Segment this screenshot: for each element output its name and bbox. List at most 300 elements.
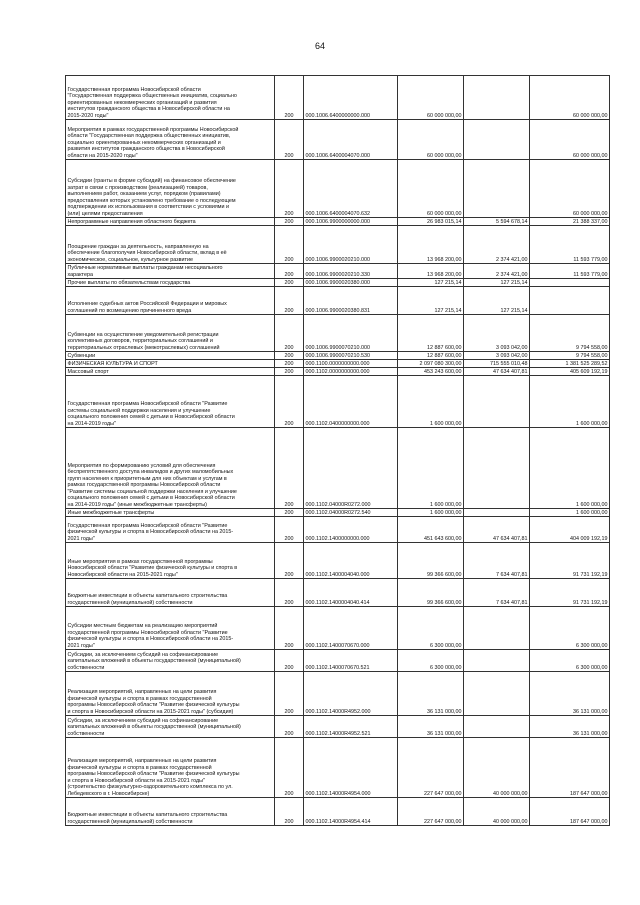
row-amount-change-cell — [464, 716, 530, 738]
row-amount-result-cell — [530, 368, 610, 376]
row-kbk-cell — [304, 360, 398, 368]
row-grbs-cell-text: 200 — [284, 279, 294, 286]
row-name-cell — [66, 360, 275, 368]
row-amount-total-cell — [398, 543, 464, 579]
table-row — [66, 672, 610, 716]
row-grbs-cell — [275, 716, 304, 738]
row-name-cell-text: Мероприятия в рамках государственной программы Новосибирской области "Государственная поддержка общественных инициатив, социально ориентированных некоммерческих организаций и развития институтов гражданского общества в Новосибирской области на 2015-2020 годы" — [67, 126, 239, 159]
row-amount-total-cell — [398, 517, 464, 543]
row-name-cell-text: Публичные нормативные выплаты гражданам несоциального характера — [67, 265, 223, 278]
row-amount-result-cell-text: 187 647 000,00 — [570, 818, 608, 825]
row-kbk-cell — [304, 716, 398, 738]
row-amount-total-cell-text: 13 968 200,00 — [427, 271, 462, 278]
row-kbk-cell — [304, 607, 398, 650]
row-kbk-cell-text: 000.1100.0000000000.000 — [305, 360, 370, 367]
row-amount-result-cell-text: 60 000 000,00 — [573, 152, 608, 159]
row-amount-change-cell — [464, 509, 530, 517]
row-name-cell — [66, 352, 275, 360]
row-grbs-cell-text: 200 — [284, 535, 294, 542]
row-amount-result-cell — [530, 76, 610, 120]
table-row — [66, 716, 610, 738]
row-amount-change-cell-text: 127 215,14 — [500, 279, 528, 286]
row-amount-total-cell-text: 227 647 000,00 — [424, 818, 462, 825]
row-kbk-cell-text: 000.1102.0000000000.000 — [305, 368, 370, 375]
row-amount-total-cell — [398, 264, 464, 279]
table-row — [66, 120, 610, 160]
row-amount-result-cell-text: 9 794 558,00 — [576, 352, 608, 359]
row-amount-result-cell — [530, 218, 610, 226]
row-amount-result-cell — [530, 360, 610, 368]
row-name-cell-text: Государственная программа Новосибирской области "Развитие системы социальной поддержки населения и улучшение социального положения семей с детьми в Новосибирской области на 2014-2019 годы" — [67, 401, 235, 427]
row-kbk-cell-text: 000.1006.9900070210.530 — [305, 352, 370, 359]
table-row — [66, 517, 610, 543]
row-amount-result-cell-text: 1 600 000,00 — [576, 501, 608, 508]
row-grbs-cell — [275, 287, 304, 315]
row-kbk-cell-text: 000.1006.9900070210.000 — [305, 344, 370, 351]
row-amount-total-cell — [398, 509, 464, 517]
row-amount-total-cell-text: 60 000 000,00 — [427, 112, 462, 119]
row-amount-result-cell-text: 60 000 000,00 — [573, 210, 608, 217]
row-amount-result-cell-text: 6 300 000,00 — [576, 664, 608, 671]
row-grbs-cell-text: 200 — [284, 818, 294, 825]
row-grbs-cell-text: 200 — [284, 152, 294, 159]
row-amount-result-cell — [530, 428, 610, 509]
row-amount-total-cell-text: 6 300 000,00 — [430, 664, 462, 671]
row-grbs-cell — [275, 279, 304, 287]
row-amount-result-cell — [530, 607, 610, 650]
row-kbk-cell — [304, 279, 398, 287]
row-kbk-cell-text: 000.1006.9900020210.000 — [305, 256, 370, 263]
row-amount-change-cell — [464, 226, 530, 264]
row-amount-total-cell — [398, 716, 464, 738]
row-name-cell — [66, 160, 275, 218]
row-name-cell — [66, 543, 275, 579]
row-grbs-cell — [275, 226, 304, 264]
row-name-cell — [66, 607, 275, 650]
row-amount-total-cell-text: 12 887 600,00 — [427, 344, 462, 351]
row-grbs-cell — [275, 315, 304, 352]
row-name-cell — [66, 509, 275, 517]
row-amount-change-cell — [464, 315, 530, 352]
row-grbs-cell — [275, 509, 304, 517]
row-amount-result-cell — [530, 315, 610, 352]
row-name-cell — [66, 672, 275, 716]
row-kbk-cell-text: 000.1102.0400000000.000 — [305, 420, 370, 427]
row-kbk-cell — [304, 218, 398, 226]
row-amount-total-cell — [398, 368, 464, 376]
row-kbk-cell-text: 000.1102.04000R0272.540 — [305, 509, 371, 516]
row-amount-change-cell-text: 40 000 000,00 — [493, 790, 528, 797]
row-name-cell — [66, 716, 275, 738]
row-kbk-cell-text: 000.1102.1400004040.000 — [305, 571, 370, 578]
row-amount-result-cell — [530, 376, 610, 428]
row-name-cell-text: Реализация мероприятий, направленных на цели развития физической культуры и спорта в рамках государственной программы Новосибирской области "Развитие физической культуры и спорта в Новосибирской области на 2015-2021 годы" (строительство физкультурно-оздоровительного комплекса по ул. Лебедевского в г. Новосибирске) — [67, 758, 240, 797]
row-amount-total-cell-text: 1 600 000,00 — [430, 420, 462, 427]
row-amount-change-cell-text: 3 093 042,00 — [496, 352, 528, 359]
row-amount-result-cell-text: 91 731 192,19 — [573, 571, 608, 578]
row-grbs-cell-text: 200 — [284, 420, 294, 427]
table-row — [66, 650, 610, 672]
row-amount-change-cell — [464, 264, 530, 279]
row-kbk-cell — [304, 315, 398, 352]
row-amount-result-cell — [530, 738, 610, 798]
row-amount-total-cell-text: 99 366 600,00 — [427, 599, 462, 606]
row-amount-total-cell — [398, 218, 464, 226]
row-amount-result-cell — [530, 226, 610, 264]
row-name-cell — [66, 315, 275, 352]
row-amount-result-cell-text: 187 647 000,00 — [570, 790, 608, 797]
row-amount-result-cell-text: 91 731 192,19 — [573, 599, 608, 606]
row-name-cell-text: Субсидии (гранты в форме субсидий) на финансовое обеспечение затрат в связи с производством (реализацией) товаров, выполнением работ, оказанием услуг, порядком (правилами) предоставления которых установлено требование о последующем подтверждении их использования в соответствии с условиями и (или) целями предоставления — [67, 178, 236, 217]
row-grbs-cell-text: 200 — [284, 509, 294, 516]
row-amount-total-cell-text: 36 131 000,00 — [427, 708, 462, 715]
row-kbk-cell — [304, 543, 398, 579]
row-name-cell — [66, 264, 275, 279]
row-amount-total-cell-text: 2 097 080 300,00 — [419, 360, 462, 367]
row-kbk-cell — [304, 738, 398, 798]
row-amount-result-cell — [530, 672, 610, 716]
row-name-cell — [66, 738, 275, 798]
row-kbk-cell-text: 000.1102.04000R0272.000 — [305, 501, 371, 508]
row-amount-total-cell-text: 36 131 000,00 — [427, 730, 462, 737]
row-amount-result-cell — [530, 579, 610, 607]
row-amount-total-cell-text: 13 968 200,00 — [427, 256, 462, 263]
row-kbk-cell — [304, 517, 398, 543]
row-name-cell-text: Бюджетные инвестиции в объекты капитального строительства государственной (муниципальной) собственности — [67, 593, 228, 606]
row-kbk-cell-text: 000.1006.9900020380.831 — [305, 307, 370, 314]
row-kbk-cell-text: 000.1102.14000R4952.521 — [305, 730, 371, 737]
table-row — [66, 160, 610, 218]
row-amount-change-cell — [464, 287, 530, 315]
row-amount-result-cell — [530, 352, 610, 360]
row-amount-total-cell — [398, 315, 464, 352]
row-name-cell-text: Государственная программа Новосибирской области "Государственная поддержка общественных инициатив, социально ориентированных некоммерческих организаций и развития институтов гражданского общества в Новосибирской области на 2015-2020 годы" — [67, 86, 237, 119]
page-number: 64 — [314, 41, 325, 51]
row-grbs-cell — [275, 360, 304, 368]
row-grbs-cell — [275, 376, 304, 428]
row-amount-change-cell — [464, 376, 530, 428]
row-amount-total-cell — [398, 360, 464, 368]
row-amount-total-cell — [398, 226, 464, 264]
row-name-cell — [66, 76, 275, 120]
row-kbk-cell-text: 000.1102.14000R4954.414 — [305, 818, 371, 825]
row-amount-change-cell-text: 2 374 421,00 — [496, 271, 528, 278]
table-row — [66, 798, 610, 826]
row-amount-total-cell-text: 451 643 600,00 — [424, 535, 462, 542]
row-grbs-cell-text: 200 — [284, 360, 294, 367]
row-kbk-cell — [304, 120, 398, 160]
row-amount-change-cell — [464, 650, 530, 672]
row-amount-change-cell — [464, 579, 530, 607]
row-amount-result-cell — [530, 264, 610, 279]
row-amount-change-cell-text: 127 215,14 — [500, 307, 528, 314]
row-amount-total-cell — [398, 376, 464, 428]
row-name-cell — [66, 226, 275, 264]
row-name-cell-text: Непрограммные направления областного бюджета — [67, 218, 196, 225]
row-amount-total-cell — [398, 279, 464, 287]
row-amount-total-cell-text: 1 600 000,00 — [430, 509, 462, 516]
row-kbk-cell-text: 000.1006.6400004070.000 — [305, 152, 370, 159]
row-name-cell — [66, 517, 275, 543]
row-kbk-cell-text: 000.1006.9900020380.000 — [305, 279, 370, 286]
row-amount-result-cell-text: 1 381 525 289,52 — [565, 360, 608, 367]
row-kbk-cell-text: 000.1102.1400000000.000 — [305, 535, 370, 542]
row-name-cell-text: Мероприятия по формированию условий для обеспечения беспрепятственного доступа инвалидов и других маломобильных групп населения к приоритетным для них объектам и услугам в рамках государственной программы Новосибирской области "Развитие системы социальной поддержки населения и улучшение социального положения семей с детьми в Новосибирской области на 2014-2019 годы" (иные межбюджетные трансферты) — [67, 462, 237, 508]
row-grbs-cell-text: 200 — [284, 599, 294, 606]
row-name-cell-text: Иные мероприятия в рамках государственной программы Новосибирской области "Развитие физической культуры и спорта в Новосибирской области на 2015-2021 годы" — [67, 558, 238, 578]
table-row — [66, 352, 610, 360]
row-grbs-cell-text: 200 — [284, 790, 294, 797]
row-amount-total-cell — [398, 607, 464, 650]
row-grbs-cell — [275, 672, 304, 716]
row-amount-change-cell — [464, 76, 530, 120]
row-kbk-cell — [304, 672, 398, 716]
row-amount-change-cell — [464, 218, 530, 226]
budget-table-body — [66, 76, 610, 826]
row-name-cell-text: Субвенции — [67, 352, 96, 359]
table-row — [66, 226, 610, 264]
row-kbk-cell-text: 000.1102.14000R4952.000 — [305, 708, 371, 715]
row-name-cell-text: Бюджетные инвестиции в объекты капитального строительства государственной (муниципальной) собственности — [67, 812, 228, 825]
row-amount-result-cell-text: 9 794 558,00 — [576, 344, 608, 351]
row-amount-result-cell-text: 36 131 000,00 — [573, 730, 608, 737]
row-grbs-cell-text: 200 — [284, 271, 294, 278]
row-amount-total-cell-text: 99 366 600,00 — [427, 571, 462, 578]
row-amount-total-cell-text: 26 983 015,14 — [427, 218, 462, 225]
row-amount-change-cell-text: 715 555 010,48 — [490, 360, 528, 367]
table-row — [66, 607, 610, 650]
row-grbs-cell — [275, 428, 304, 509]
table-row — [66, 428, 610, 509]
row-amount-change-cell — [464, 738, 530, 798]
table-row — [66, 279, 610, 287]
row-grbs-cell-text: 200 — [284, 571, 294, 578]
row-grbs-cell-text: 200 — [284, 256, 294, 263]
row-amount-total-cell-text: 127 215,14 — [434, 279, 462, 286]
row-amount-total-cell-text: 6 300 000,00 — [430, 642, 462, 649]
row-amount-change-cell-text: 47 634 407,81 — [493, 535, 528, 542]
row-grbs-cell — [275, 607, 304, 650]
row-kbk-cell-text: 000.1102.1400070670.000 — [305, 642, 370, 649]
table-row — [66, 509, 610, 517]
row-amount-change-cell — [464, 160, 530, 218]
table-row — [66, 264, 610, 279]
row-kbk-cell-text: 000.1006.6400000000.000 — [305, 112, 370, 119]
row-amount-total-cell — [398, 738, 464, 798]
row-amount-result-cell-text: 11 593 779,00 — [573, 256, 608, 263]
row-kbk-cell — [304, 76, 398, 120]
row-grbs-cell-text: 200 — [284, 368, 294, 375]
row-name-cell-text: Государственная программа Новосибирской области "Развитие физической культуры и спорта в Новосибирской области на 2015- 2021 годы" — [67, 522, 234, 542]
row-amount-change-cell — [464, 798, 530, 826]
row-amount-result-cell — [530, 650, 610, 672]
row-grbs-cell-text: 200 — [284, 344, 294, 351]
row-kbk-cell — [304, 798, 398, 826]
row-amount-result-cell — [530, 517, 610, 543]
row-grbs-cell-text: 200 — [284, 642, 294, 649]
row-grbs-cell-text: 200 — [284, 730, 294, 737]
row-name-cell-text: ФИЗИЧЕСКАЯ КУЛЬТУРА И СПОРТ — [67, 360, 158, 367]
row-amount-total-cell — [398, 120, 464, 160]
row-name-cell-text: Субсидии местным бюджетам на реализацию мероприятий государственной программы Новосибирской области "Развитие физической культуры и спорта в Новосибирской области на 2015- 2021 годы" — [67, 623, 234, 649]
row-amount-change-cell — [464, 120, 530, 160]
budget-table — [65, 75, 610, 826]
row-amount-result-cell-text: 404 009 192,19 — [570, 535, 608, 542]
row-amount-change-cell-text: 2 374 421,00 — [496, 256, 528, 263]
row-name-cell — [66, 579, 275, 607]
row-grbs-cell — [275, 264, 304, 279]
row-name-cell — [66, 120, 275, 160]
row-amount-result-cell-text: 21 388 337,00 — [573, 218, 608, 225]
table-row — [66, 368, 610, 376]
row-amount-total-cell — [398, 76, 464, 120]
row-amount-change-cell — [464, 428, 530, 509]
row-amount-total-cell-text: 1 600 000,00 — [430, 501, 462, 508]
row-amount-total-cell — [398, 672, 464, 716]
row-amount-result-cell — [530, 160, 610, 218]
row-kbk-cell — [304, 352, 398, 360]
row-kbk-cell — [304, 287, 398, 315]
row-amount-result-cell — [530, 279, 610, 287]
row-grbs-cell-text: 200 — [284, 307, 294, 314]
row-grbs-cell-text: 200 — [284, 112, 294, 119]
row-amount-total-cell-text: 227 647 000,00 — [424, 790, 462, 797]
row-grbs-cell-text: 200 — [284, 352, 294, 359]
row-amount-total-cell-text: 60 000 000,00 — [427, 152, 462, 159]
row-amount-result-cell-text: 6 300 000,00 — [576, 642, 608, 649]
row-grbs-cell — [275, 76, 304, 120]
row-amount-change-cell-text: 7 634 407,81 — [496, 571, 528, 578]
row-grbs-cell-text: 200 — [284, 664, 294, 671]
row-name-cell — [66, 287, 275, 315]
table-row — [66, 738, 610, 798]
row-name-cell-text: Массовый спорт — [67, 368, 109, 375]
row-amount-change-cell-text: 47 634 407,81 — [493, 368, 528, 375]
row-name-cell-text: Иные межбюджетные трансферты — [67, 509, 155, 516]
table-row — [66, 360, 610, 368]
row-grbs-cell-text: 200 — [284, 218, 294, 225]
row-amount-change-cell-text: 7 634 407,81 — [496, 599, 528, 606]
row-kbk-cell — [304, 376, 398, 428]
row-amount-result-cell — [530, 716, 610, 738]
row-grbs-cell — [275, 650, 304, 672]
row-amount-total-cell — [398, 352, 464, 360]
row-amount-change-cell — [464, 607, 530, 650]
row-kbk-cell-text: 000.1102.1400004040.414 — [305, 599, 370, 606]
row-grbs-cell-text: 200 — [284, 210, 294, 217]
row-name-cell-text: Субсидии, за исключением субсидий на софинансирование капитальных вложений в объекты государственной (муниципальной) собственности — [67, 717, 241, 737]
row-amount-result-cell — [530, 543, 610, 579]
row-amount-result-cell-text: 11 593 779,00 — [573, 271, 608, 278]
row-name-cell — [66, 428, 275, 509]
table-row — [66, 315, 610, 352]
row-amount-change-cell — [464, 279, 530, 287]
table-row — [66, 579, 610, 607]
row-amount-result-cell — [530, 120, 610, 160]
row-amount-result-cell — [530, 287, 610, 315]
row-amount-change-cell — [464, 543, 530, 579]
row-amount-total-cell-text: 12 887 600,00 — [427, 352, 462, 359]
row-name-cell-text: Субсидии, за исключением субсидий на софинансирование капитальных вложений в объекты государственной (муниципальной) собственности — [67, 651, 241, 671]
row-amount-change-cell — [464, 352, 530, 360]
row-grbs-cell — [275, 120, 304, 160]
row-grbs-cell — [275, 160, 304, 218]
row-kbk-cell-text: 000.1102.14000R4954.000 — [305, 790, 371, 797]
row-amount-result-cell-text: 36 131 000,00 — [573, 708, 608, 715]
row-kbk-cell — [304, 264, 398, 279]
row-amount-change-cell — [464, 672, 530, 716]
row-name-cell — [66, 218, 275, 226]
row-name-cell-text: Поощрение граждан за деятельность, направленную на обеспечение благополучия Новосибирской области, вклад в её экономическое, социальное, культурное развитие — [67, 243, 227, 263]
row-grbs-cell — [275, 579, 304, 607]
row-kbk-cell-text: 000.1006.9900020210.330 — [305, 271, 370, 278]
row-kbk-cell-text: 000.1102.1400070670.521 — [305, 664, 370, 671]
row-kbk-cell — [304, 160, 398, 218]
row-name-cell-text: Исполнение судебных актов Российской Федерации и мировых соглашений по возмещению причиненного вреда — [67, 301, 227, 314]
row-name-cell — [66, 279, 275, 287]
row-amount-change-cell-text: 40 000 000,00 — [493, 818, 528, 825]
row-name-cell-text: Субвенции на осуществление уведомительной регистрации коллективных договоров, территориальных соглашений и территориальных отраслевых (межотраслевых) соглашений — [67, 331, 220, 351]
row-name-cell — [66, 368, 275, 376]
row-kbk-cell — [304, 650, 398, 672]
row-amount-total-cell-text: 127 215,14 — [434, 307, 462, 314]
row-kbk-cell — [304, 428, 398, 509]
row-amount-total-cell — [398, 160, 464, 218]
row-kbk-cell — [304, 579, 398, 607]
row-name-cell — [66, 376, 275, 428]
row-grbs-cell — [275, 543, 304, 579]
row-amount-total-cell — [398, 428, 464, 509]
table-row — [66, 376, 610, 428]
row-name-cell-text: Реализация мероприятий, направленных на цели развития физической культуры и спорта в рамках государственной программы Новосибирской области "Развитие физической культуры и спорта в Новосибирской области на 2015-2021 годы" (субсидия) — [67, 689, 240, 715]
row-name-cell-text: Прочие выплаты по обязательствам государства — [67, 279, 191, 286]
row-name-cell — [66, 650, 275, 672]
row-amount-result-cell-text: 1 600 000,00 — [576, 509, 608, 516]
row-grbs-cell — [275, 517, 304, 543]
row-kbk-cell-text: 000.1006.9900000000.000 — [305, 218, 370, 225]
table-row — [66, 543, 610, 579]
row-grbs-cell — [275, 352, 304, 360]
row-kbk-cell-text: 000.1006.6400004070.632 — [305, 210, 370, 217]
row-amount-change-cell-text: 3 093 042,00 — [496, 344, 528, 351]
row-amount-total-cell — [398, 579, 464, 607]
row-amount-change-cell — [464, 360, 530, 368]
row-amount-change-cell-text: 5 594 678,14 — [496, 218, 528, 225]
row-amount-total-cell — [398, 287, 464, 315]
table-row — [66, 218, 610, 226]
row-amount-result-cell-text: 60 000 000,00 — [573, 112, 608, 119]
row-amount-result-cell-text: 1 600 000,00 — [576, 420, 608, 427]
table-row — [66, 76, 610, 120]
row-amount-change-cell — [464, 517, 530, 543]
row-grbs-cell-text: 200 — [284, 708, 294, 715]
row-amount-result-cell — [530, 798, 610, 826]
row-amount-total-cell — [398, 798, 464, 826]
row-name-cell — [66, 798, 275, 826]
row-amount-total-cell — [398, 650, 464, 672]
row-amount-total-cell-text: 60 000 000,00 — [427, 210, 462, 217]
row-grbs-cell — [275, 738, 304, 798]
row-grbs-cell — [275, 218, 304, 226]
table-row — [66, 287, 610, 315]
row-amount-change-cell — [464, 368, 530, 376]
row-kbk-cell — [304, 368, 398, 376]
row-grbs-cell-text: 200 — [284, 501, 294, 508]
row-amount-result-cell — [530, 509, 610, 517]
row-grbs-cell — [275, 368, 304, 376]
row-amount-total-cell-text: 453 243 600,00 — [424, 368, 462, 375]
row-kbk-cell — [304, 509, 398, 517]
